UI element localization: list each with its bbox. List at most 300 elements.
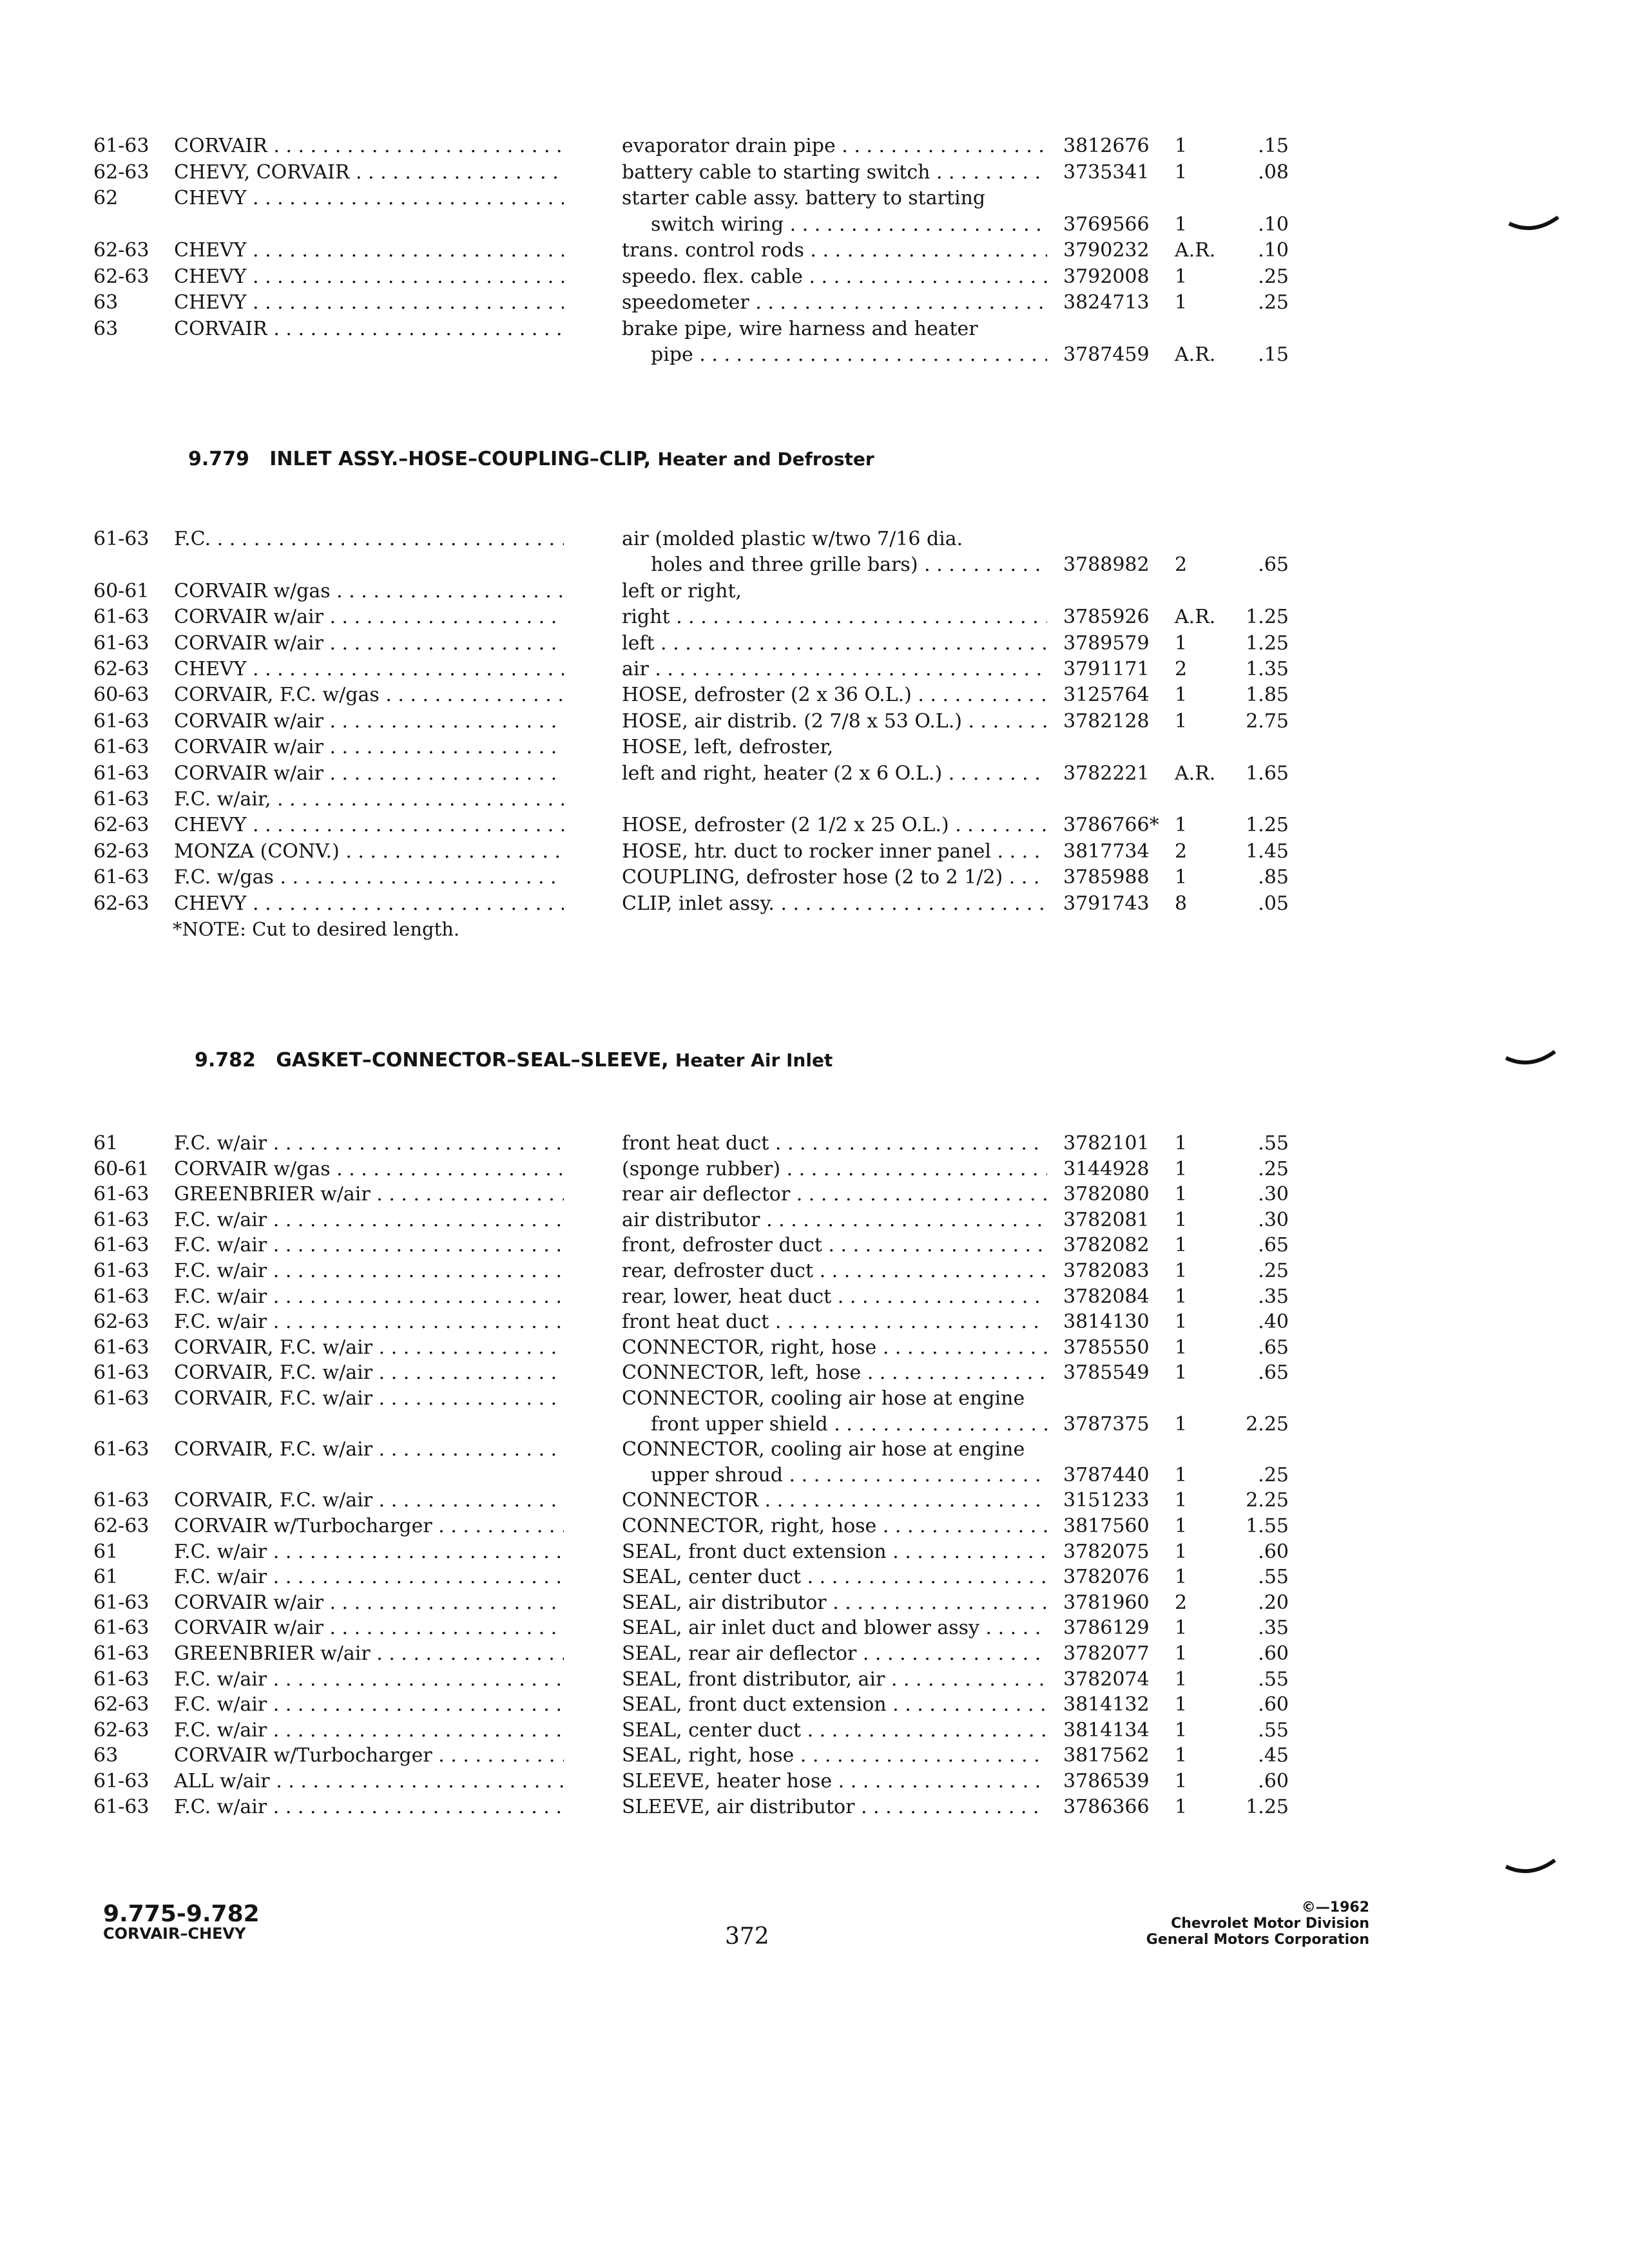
section-range: 9.775-9.782 — [103, 1901, 260, 1927]
part-number: 3787440 — [1063, 1463, 1150, 1486]
model-name: F.C. w/air . . . — [174, 1309, 564, 1335]
table-row — [0, 552, 1629, 578]
section-number: 9.779 — [188, 448, 249, 470]
price: .65 — [1258, 1234, 1289, 1257]
section-title: GASKET–CONNECTOR–SEAL–SLEEVE, — [276, 1049, 669, 1072]
part-description: switch wiring . . . — [651, 212, 1047, 238]
copyright: ©—1962 — [1301, 1899, 1369, 1916]
table-row — [0, 865, 1629, 890]
publisher-block — [1095, 1899, 1369, 1948]
quantity: 1 — [1175, 1617, 1188, 1640]
part-number: 3125764 — [1063, 684, 1150, 707]
table-row — [0, 631, 1629, 657]
part-number: 3786766* — [1063, 814, 1159, 837]
model-name: F.C. w/air . . . — [174, 1258, 564, 1284]
model-name: CORVAIR w/air . . . — [174, 604, 564, 630]
table-row — [0, 761, 1629, 787]
table-row — [0, 1769, 1629, 1794]
price: .10 — [1258, 213, 1289, 236]
part-number: 3782075 — [1063, 1540, 1150, 1563]
model-name: CHEVY, CORVAIR . . . — [174, 160, 564, 186]
model-year: 61-63 — [93, 1183, 149, 1206]
part-number: 3785549 — [1063, 1361, 1150, 1385]
model-name: CHEVY . . . — [174, 812, 564, 838]
section-subtitle: Heater Air Inlet — [675, 1050, 833, 1071]
model-name: GREENBRIER w/air . . . — [174, 1641, 564, 1667]
price: .05 — [1258, 892, 1289, 915]
model-year: 62-63 — [93, 160, 149, 184]
model-year: 61 — [93, 1132, 119, 1155]
part-description: front heat duct . . . — [622, 1309, 1047, 1335]
part-number: 3786539 — [1063, 1770, 1150, 1792]
model-year: 61-63 — [93, 631, 149, 655]
quantity: 1 — [1175, 631, 1188, 655]
part-number: 3782077 — [1063, 1642, 1150, 1665]
part-description: SLEEVE, heater hose . . . — [622, 1769, 1047, 1794]
model-name: CORVAIR w/air . . . — [174, 761, 564, 787]
quantity: 1 — [1175, 1795, 1188, 1818]
part-number: 3814130 — [1063, 1311, 1150, 1334]
quantity: 2 — [1175, 658, 1188, 680]
price: .35 — [1258, 1285, 1289, 1308]
part-description: left . . . — [622, 631, 1047, 657]
table-row — [0, 1284, 1629, 1310]
table-row — [0, 735, 1629, 760]
table-row — [0, 342, 1629, 368]
quantity: A.R. — [1175, 762, 1216, 785]
part-description: SEAL, right, hose . . . — [622, 1743, 1047, 1769]
model-year: 61-63 — [93, 528, 149, 550]
price: .60 — [1258, 1540, 1289, 1563]
model-year: 61-63 — [93, 1617, 149, 1640]
part-number: 3787459 — [1063, 343, 1150, 366]
price: 2.25 — [1246, 1489, 1289, 1512]
table-row — [0, 1718, 1629, 1744]
model-year: 61-63 — [93, 866, 149, 889]
table-row — [0, 1412, 1629, 1437]
price: .25 — [1258, 1260, 1289, 1282]
part-description: HOSE, defroster (2 1/2 x 25 O.L.) . . . — [622, 812, 1047, 838]
price: .08 — [1258, 160, 1289, 184]
quantity: 1 — [1175, 1157, 1188, 1180]
model-name: CORVAIR, F.C. w/gas . . . — [174, 682, 564, 708]
model-name: CORVAIR w/air . . . — [174, 1615, 564, 1641]
table-row — [0, 160, 1629, 186]
part-number: 3817560 — [1063, 1515, 1150, 1537]
price: .25 — [1258, 1157, 1289, 1180]
model-year: 61-63 — [93, 1208, 149, 1231]
part-number: 3817734 — [1063, 840, 1150, 863]
table-row — [0, 238, 1629, 264]
table-row — [0, 264, 1629, 290]
part-description: rear air deflector . . . — [622, 1182, 1047, 1207]
part-description: HOSE, left, defroster, — [622, 736, 834, 759]
price: 1.85 — [1246, 684, 1289, 707]
part-number: 3785550 — [1063, 1336, 1150, 1359]
part-description: starter cable assy. battery to starting — [622, 187, 986, 209]
model-year: 62-63 — [93, 892, 149, 915]
part-description: CONNECTOR, right, hose . . . — [622, 1335, 1047, 1361]
model-name: F.C. w/air . . . — [174, 1131, 564, 1157]
section-number: 9.782 — [195, 1049, 256, 1072]
model-year: 61-63 — [93, 1642, 149, 1665]
model-year: 61-63 — [93, 1361, 149, 1385]
model-name: CORVAIR w/Turbocharger . . . — [174, 1514, 564, 1539]
footnote: *NOTE: Cut to desired length. — [173, 918, 460, 940]
corporation: General Motors Corporation — [1146, 1932, 1369, 1948]
table-row — [0, 1564, 1629, 1590]
model-year: 62-63 — [93, 1311, 149, 1334]
table-row — [0, 212, 1629, 238]
model-year: 61-63 — [93, 736, 149, 759]
part-description: rear, lower, heat duct . . . — [622, 1284, 1047, 1310]
table-row — [0, 1360, 1629, 1386]
model-name: CHEVY . . . — [174, 238, 564, 264]
quantity: 2 — [1175, 1591, 1188, 1614]
part-number: 3782083 — [1063, 1260, 1150, 1282]
part-number: 3782081 — [1063, 1208, 1150, 1231]
part-description: CONNECTOR, left, hose . . . — [622, 1360, 1047, 1386]
model-name: CORVAIR w/air . . . — [174, 735, 564, 760]
part-description: left or right, — [622, 579, 742, 602]
part-number: 3786129 — [1063, 1617, 1150, 1640]
table-row — [0, 787, 1629, 812]
part-description: front heat duct . . . — [622, 1131, 1047, 1157]
model-name: F.C. w/air . . . — [174, 1794, 564, 1820]
price: .55 — [1258, 1566, 1289, 1589]
model-name: CORVAIR, F.C. w/air . . . — [174, 1437, 564, 1463]
model-year: 61-63 — [93, 1667, 149, 1691]
model-year: 62-63 — [93, 658, 149, 680]
price: .45 — [1258, 1744, 1289, 1767]
table-row — [0, 526, 1629, 552]
part-description: SEAL, front duct extension . . . — [622, 1692, 1047, 1718]
part-description: speedo. flex. cable . . . — [622, 264, 1047, 290]
model-name: CHEVY . . . — [174, 264, 564, 290]
model-year: 63 — [93, 1744, 119, 1767]
price: .60 — [1258, 1693, 1289, 1716]
model-name: F.C. w/air . . . — [174, 1718, 564, 1744]
quantity: 1 — [1175, 1336, 1188, 1359]
part-description: brake pipe, wire harness and heater — [622, 317, 978, 340]
part-number: 3785926 — [1063, 606, 1150, 629]
model-name: CORVAIR, F.C. w/air . . . — [174, 1335, 564, 1361]
division: Chevrolet Motor Division — [1171, 1916, 1369, 1932]
part-number: 3782128 — [1063, 709, 1150, 733]
model-year: 60-63 — [93, 684, 149, 707]
model-year: 61-63 — [93, 1770, 149, 1792]
quantity: 1 — [1175, 1667, 1188, 1691]
part-description: trans. control rods . . . — [622, 238, 1047, 264]
part-description: HOSE, defroster (2 x 36 O.L.) . . . — [622, 682, 1047, 708]
model-year: 63 — [93, 291, 119, 314]
price: 1.55 — [1246, 1515, 1289, 1537]
price: 1.25 — [1246, 814, 1289, 837]
model-year: 61-63 — [93, 1260, 149, 1282]
model-line: CORVAIR–CHEVY — [103, 1925, 246, 1943]
model-name: F.C. w/air, . . . — [174, 787, 564, 812]
quantity: 1 — [1175, 709, 1188, 733]
price: .20 — [1258, 1591, 1289, 1614]
quantity: 1 — [1175, 1183, 1188, 1206]
part-number: 3782082 — [1063, 1234, 1150, 1257]
part-description: SEAL, air distributor . . . — [622, 1590, 1047, 1616]
part-description: SEAL, air inlet duct and blower assy . . . — [622, 1615, 1047, 1641]
model-year: 62-63 — [93, 1515, 149, 1537]
table-row — [0, 1335, 1629, 1361]
quantity: 1 — [1175, 160, 1188, 184]
part-description: upper shroud . . . — [651, 1463, 1047, 1488]
model-year: 62 — [93, 187, 119, 209]
part-number: 3824713 — [1063, 291, 1150, 314]
part-description: air . . . — [622, 657, 1047, 682]
model-year: 61-63 — [93, 1489, 149, 1512]
table-row — [0, 290, 1629, 316]
model-year: 62-63 — [93, 239, 149, 262]
quantity: 2 — [1175, 553, 1188, 577]
table-row — [0, 1743, 1629, 1769]
price: 1.25 — [1246, 1795, 1289, 1818]
part-description: front, defroster duct . . . — [622, 1233, 1047, 1258]
part-description: HOSE, htr. duct to rocker inner panel . . . — [622, 839, 1047, 865]
model-name: F.C. w/gas . . . — [174, 865, 564, 890]
table-row — [0, 133, 1629, 159]
part-description: rear, defroster duct . . . — [622, 1258, 1047, 1284]
part-description: CONNECTOR . . . — [622, 1488, 1047, 1514]
model-name: CORVAIR . . . — [174, 133, 564, 159]
model-year: 61-63 — [93, 709, 149, 733]
model-year: 62-63 — [93, 814, 149, 837]
part-description: left and right, heater (2 x 6 O.L.) . . . — [622, 761, 1047, 787]
table-row — [0, 1692, 1629, 1718]
table-row — [0, 1258, 1629, 1284]
table-row — [0, 682, 1629, 708]
table-row — [0, 1309, 1629, 1335]
table-row — [0, 709, 1629, 735]
section-title: INLET ASSY.–HOSE–COUPLING–CLIP, — [269, 448, 651, 470]
quantity: 1 — [1175, 1234, 1188, 1257]
quantity: A.R. — [1175, 239, 1216, 262]
table-row — [0, 812, 1629, 838]
binder-mark-icon — [1508, 216, 1559, 235]
model-name: CHEVY . . . — [174, 657, 564, 682]
model-year: 61-63 — [93, 1234, 149, 1257]
model-year: 61-63 — [93, 1336, 149, 1359]
part-description: evaporator drain pipe . . . — [622, 133, 1047, 159]
part-description: (sponge rubber) . . . — [622, 1157, 1047, 1182]
table-row — [0, 1131, 1629, 1157]
table-row — [0, 891, 1629, 917]
model-year: 61-63 — [93, 788, 149, 811]
part-number: 3782101 — [1063, 1132, 1150, 1155]
price: .55 — [1258, 1132, 1289, 1155]
quantity: 1 — [1175, 814, 1188, 837]
model-name: CORVAIR w/air . . . — [174, 1590, 564, 1616]
quantity: 1 — [1175, 866, 1188, 889]
table-row — [0, 579, 1629, 604]
footer-section-ref — [103, 1901, 260, 1943]
price: 1.35 — [1246, 658, 1289, 680]
section-heading-9782 — [195, 1049, 833, 1072]
part-number: 3817562 — [1063, 1744, 1150, 1767]
part-number: 3792008 — [1063, 265, 1150, 288]
price: .30 — [1258, 1183, 1289, 1206]
part-description: CONNECTOR, cooling air hose at engine — [622, 1438, 1025, 1461]
quantity: 1 — [1175, 1132, 1188, 1155]
model-year: 60-61 — [93, 579, 149, 602]
part-number: 3787375 — [1063, 1412, 1150, 1436]
part-description: pipe . . . — [651, 342, 1047, 368]
part-description: CONNECTOR, cooling air hose at engine — [622, 1387, 1025, 1410]
price: .55 — [1258, 1718, 1289, 1742]
price: .85 — [1258, 866, 1289, 889]
model-year: 61-63 — [93, 1795, 149, 1818]
table-row — [0, 657, 1629, 682]
binder-mark-icon — [1505, 1050, 1556, 1070]
model-name: CORVAIR w/gas . . . — [174, 1157, 564, 1182]
model-name: CORVAIR w/air . . . — [174, 709, 564, 735]
quantity: 1 — [1175, 1412, 1188, 1436]
model-name: F.C. w/air . . . — [174, 1233, 564, 1258]
part-number: 3782076 — [1063, 1566, 1150, 1589]
model-name: CORVAIR w/air . . . — [174, 631, 564, 657]
part-description: SEAL, front duct extension . . . — [622, 1539, 1047, 1565]
table-row — [0, 1794, 1629, 1820]
price: 2.25 — [1246, 1412, 1289, 1436]
model-name: MONZA (CONV.) . . . — [174, 839, 564, 865]
table-row — [0, 316, 1629, 342]
price: .25 — [1258, 265, 1289, 288]
table-row — [0, 1539, 1629, 1565]
model-name: F.C. w/air . . . — [174, 1667, 564, 1693]
model-name: CHEVY . . . — [174, 891, 564, 917]
table-row — [0, 1615, 1629, 1641]
part-number: 3782221 — [1063, 762, 1150, 785]
model-year: 62-63 — [93, 1718, 149, 1742]
quantity: 1 — [1175, 684, 1188, 707]
model-year: 62-63 — [93, 1693, 149, 1716]
part-number: 3781960 — [1063, 1591, 1150, 1614]
model-year: 62-63 — [93, 265, 149, 288]
part-description: CLIP, inlet assy. . . . — [622, 891, 1047, 917]
quantity: 1 — [1175, 1285, 1188, 1308]
table-row — [0, 1437, 1629, 1463]
quantity: 1 — [1175, 1208, 1188, 1231]
part-description: air distributor . . . — [622, 1207, 1047, 1233]
quantity: 1 — [1175, 1260, 1188, 1282]
part-number: 3791171 — [1063, 658, 1150, 680]
quantity: 1 — [1175, 1361, 1188, 1385]
model-year: 61-63 — [93, 1285, 149, 1308]
price: .25 — [1258, 291, 1289, 314]
table-row — [0, 839, 1629, 865]
quantity: 1 — [1175, 213, 1188, 236]
part-description: right . . . — [622, 604, 1047, 630]
model-name: ALL w/air . . . — [174, 1769, 564, 1794]
model-name: CORVAIR w/Turbocharger . . . — [174, 1743, 564, 1769]
price: 2.75 — [1246, 709, 1289, 733]
quantity: 1 — [1175, 1311, 1188, 1334]
price: .65 — [1258, 1336, 1289, 1359]
model-name: CHEVY . . . — [174, 290, 564, 316]
part-description: front upper shield . . . — [651, 1412, 1047, 1437]
model-year: 61-63 — [93, 1387, 149, 1410]
model-year: 62-63 — [93, 840, 149, 863]
part-description: HOSE, air distrib. (2 7/8 x 53 O.L.) . . . — [622, 709, 1047, 735]
quantity: 1 — [1175, 135, 1188, 157]
price: .65 — [1258, 1361, 1289, 1385]
part-number: 3812676 — [1063, 135, 1150, 157]
price: .10 — [1258, 239, 1289, 262]
part-description: battery cable to starting switch . . . — [622, 160, 1047, 186]
section-heading-9779 — [188, 448, 874, 470]
table-row — [0, 604, 1629, 630]
part-number: 3791743 — [1063, 892, 1150, 915]
part-number: 3782084 — [1063, 1285, 1150, 1308]
part-description: SEAL, center duct . . . — [622, 1718, 1047, 1744]
part-number: 3144928 — [1063, 1157, 1150, 1180]
part-number: 3789579 — [1063, 631, 1150, 655]
page-number: 372 — [725, 1923, 769, 1950]
model-name: F.C. w/air . . . — [174, 1564, 564, 1590]
part-number: 3735341 — [1063, 160, 1150, 184]
price: 1.65 — [1246, 762, 1289, 785]
part-number: 3814132 — [1063, 1693, 1150, 1716]
model-year: 63 — [93, 317, 119, 340]
price: 1.25 — [1246, 631, 1289, 655]
part-description: SLEEVE, air distributor . . . — [622, 1794, 1047, 1820]
part-description: SEAL, rear air deflector . . . — [622, 1641, 1047, 1667]
model-name: GREENBRIER w/air . . . — [174, 1182, 564, 1207]
model-name: CORVAIR, F.C. w/air . . . — [174, 1360, 564, 1386]
model-year: 61-63 — [93, 135, 149, 157]
model-year: 60-61 — [93, 1157, 149, 1180]
price: .60 — [1258, 1642, 1289, 1665]
price: .15 — [1258, 135, 1289, 157]
price: .15 — [1258, 343, 1289, 366]
quantity: A.R. — [1175, 606, 1216, 629]
price: 1.25 — [1246, 606, 1289, 629]
model-year: 61 — [93, 1566, 119, 1589]
model-name: F.C. w/air . . . — [174, 1692, 564, 1718]
table-row — [0, 1641, 1629, 1667]
model-name: F.C. w/air . . . — [174, 1539, 564, 1565]
price: .25 — [1258, 1463, 1289, 1486]
part-number: 3785988 — [1063, 866, 1150, 889]
model-year: 61 — [93, 1540, 119, 1563]
price: .65 — [1258, 553, 1289, 577]
model-year: 61-63 — [93, 606, 149, 629]
quantity: 1 — [1175, 1770, 1188, 1792]
model-year: 61-63 — [93, 762, 149, 785]
quantity: 1 — [1175, 291, 1188, 314]
quantity: 1 — [1175, 1540, 1188, 1563]
table-row — [0, 1488, 1629, 1514]
model-name: CORVAIR, F.C. w/air . . . — [174, 1488, 564, 1514]
section-subtitle: Heater and Defroster — [657, 448, 874, 470]
quantity: 2 — [1175, 840, 1188, 863]
quantity: 1 — [1175, 1566, 1188, 1589]
part-number: 3782074 — [1063, 1667, 1150, 1691]
part-number: 3782080 — [1063, 1183, 1150, 1206]
table-row — [0, 1667, 1629, 1693]
part-description: COUPLING, defroster hose (2 to 2 1/2) . . . — [622, 865, 1047, 890]
part-description: air (molded plastic w/two 7/16 dia. — [622, 528, 963, 550]
table-row — [0, 1157, 1629, 1182]
model-name: CORVAIR, F.C. w/air . . . — [174, 1386, 564, 1412]
price: .55 — [1258, 1667, 1289, 1691]
table-row — [0, 1514, 1629, 1539]
